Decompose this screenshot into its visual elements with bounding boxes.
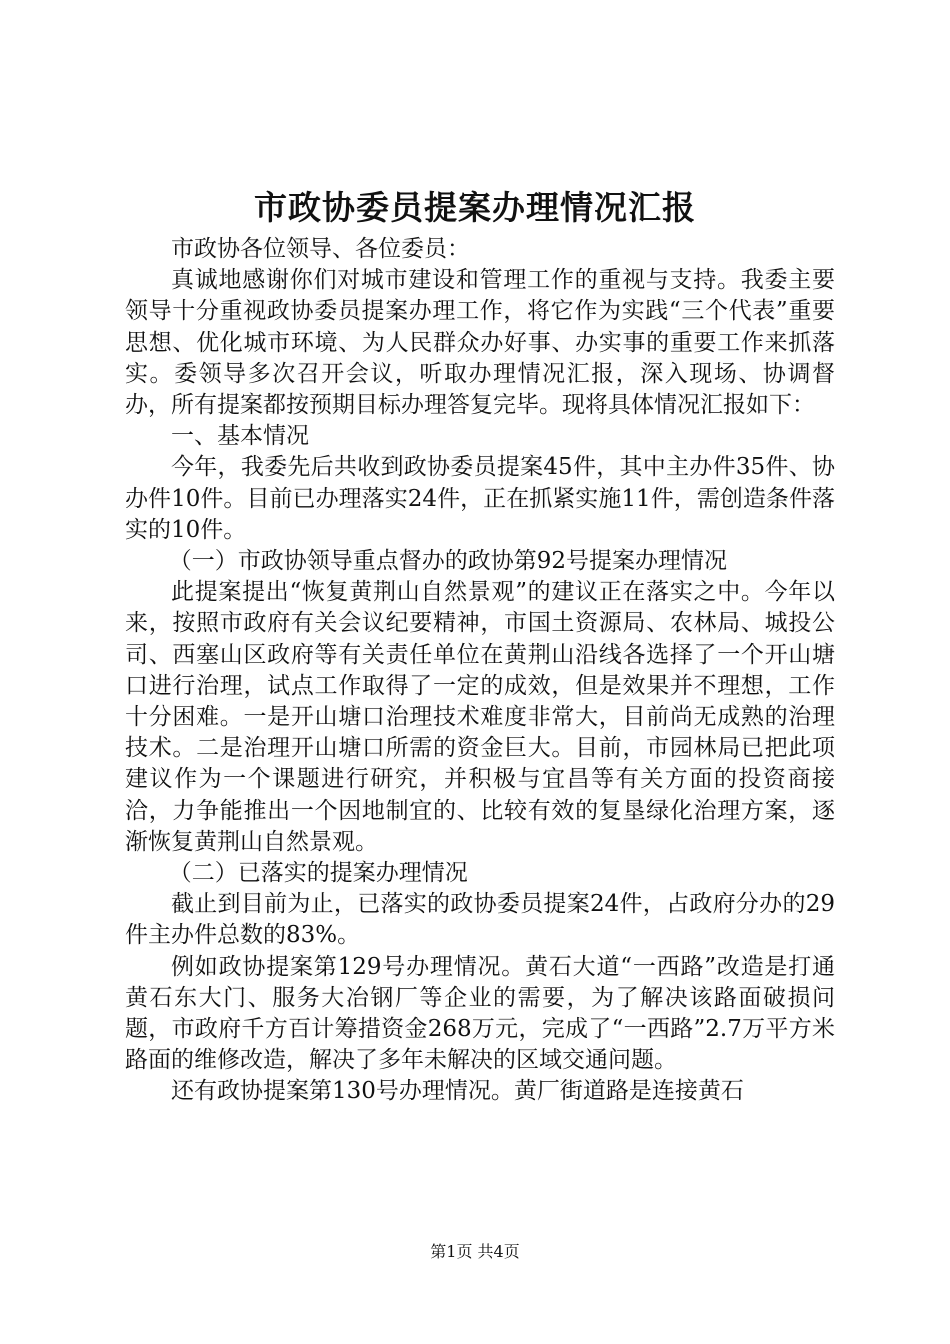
salutation: 市政协各位领导、各位委员： [171,236,470,262]
paragraph: 真诚地感谢你们对城市建设和管理工作的重视与支持。我委主要领导十分重视政协委员提案办理工作，将它作为实践“三个代表”重要思想、优化城市环境、为人民群众办好事、办实事的重要工作来抓落实。委领导多次召开会议，听取办理情况汇报，深入现场、协调督办，所有提案都按预期目标办理答复完毕。现将具体情况汇报如下： [125,267,835,419]
paragraph: 还有政协提案第130号办理情况。黄厂街道路是连接黄石 [171,1078,744,1105]
section-heading: 一、基本情况 [171,423,309,450]
subsection-heading: （一）市政协领导重点督办的政协第92号提案办理情况 [168,548,727,575]
document-body [125,234,835,1108]
document-title: 市政协委员提案办理情况汇报 [254,188,696,227]
paragraph: 截止到目前为止，已落实的政协委员提案24件，占政府分办的29件主办件总数的83%。 [125,891,835,949]
subsection-heading: （二）已落实的提案办理情况 [168,860,468,887]
paragraph: 今年，我委先后共收到政协委员提案45件，其中主办件35件、协办件10件。目前已办理落实24件，正在抓紧实施11件，需创造条件落实的10件。 [125,454,835,543]
page-number: 第1页 共4页 [430,1242,520,1261]
paragraph: 例如政协提案第129号办理情况。黄石大道“一西路”改造是打通黄石东大门、服务大冶钢厂等企业的需要，为了解决该路面破损问题，市政府千方百计筹措资金268万元，完成了“一西路”2.7万平方米路面的维修改造，解决了多年未解决的区域交通问题。 [125,953,835,1074]
paragraph: 此提案提出“恢复黄荆山自然景观”的建议正在落实之中。今年以来，按照市政府有关会议纪要精神，市国土资源局、农林局、城投公司、西塞山区政府等有关责任单位在黄荆山沿线各选择了一个开山塘口进行治理，试点工作取得了一定的成效，但是效果并不理想，工作十分困难。一是开山塘口治理技术难度非常大，目前尚无成熟的治理技术。二是治理开山塘口所需的资金巨大。目前，市园林局已把此项建议作为一个课题进行研究，并积极与宜昌等有关方面的投资商接洽，力争能推出一个因地制宜的、比较有效的复垦绿化治理方案，逐渐恢复黄荆山自然景观。 [125,579,835,855]
